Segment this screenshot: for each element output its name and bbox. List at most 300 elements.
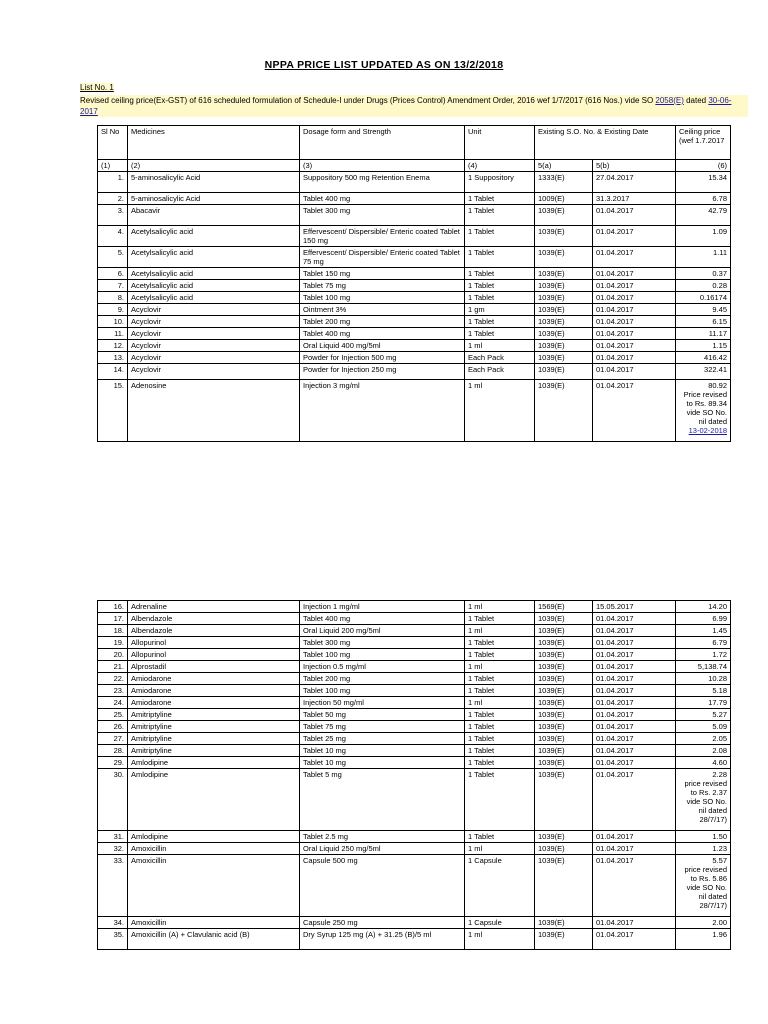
unit-cell-text: 1 Tablet xyxy=(468,614,495,623)
page-bottom-edge xyxy=(0,1019,768,1024)
unit-cell-text: 1 Tablet xyxy=(468,194,495,203)
unit-cell xyxy=(465,843,535,855)
ceiling-price-cell-text: 9.45 xyxy=(712,305,727,314)
so-date-cell-text: 01.04.2017 xyxy=(596,734,634,743)
so-date-cell-text: 01.04.2017 xyxy=(596,329,634,338)
dosage-cell xyxy=(300,697,465,709)
dosage-cell xyxy=(300,917,465,929)
subheader-row xyxy=(98,160,731,172)
so-number-cell-text: 1039(E) xyxy=(538,365,565,374)
sl-no-cell xyxy=(98,709,128,721)
sl-no-cell-text: 15. xyxy=(113,381,124,390)
so-date-cell-text: 01.04.2017 xyxy=(596,365,634,374)
so-number-cell-text: 1039(E) xyxy=(538,227,565,236)
so-date-cell-text: 01.04.2017 xyxy=(596,832,634,841)
so-number-cell-text: 1039(E) xyxy=(538,341,565,350)
sl-no-cell-text: 3. xyxy=(117,206,124,215)
table-row xyxy=(98,316,731,328)
dosage-cell-text: Dry Syrup 125 mg (A) + 31.25 (B)/5 ml xyxy=(303,930,432,939)
unit-cell xyxy=(465,172,535,193)
unit-cell xyxy=(465,328,535,340)
dosage-cell xyxy=(300,685,465,697)
unit-cell xyxy=(465,292,535,304)
dosage-cell xyxy=(300,340,465,352)
unit-cell-text: 1 ml xyxy=(468,626,483,635)
ceiling-price-cell-text: 416.42 xyxy=(704,353,727,362)
table-row xyxy=(98,193,731,205)
dosage-cell-text: Tablet 25 mg xyxy=(303,734,346,743)
so-number-cell-text: 1039(E) xyxy=(538,248,565,257)
dosage-cell-text: Injection 1 mg/ml xyxy=(303,602,360,611)
medicine-cell-text: Acyclovir xyxy=(131,305,162,314)
dosage-cell xyxy=(300,292,465,304)
ceiling-price-cell-text: 2.05 xyxy=(712,734,727,743)
ceiling-price-cell xyxy=(676,205,731,226)
sl-no-cell-text: 4. xyxy=(117,227,124,236)
sl-no-cell xyxy=(98,193,128,205)
so-date-cell xyxy=(593,304,676,316)
medicine-cell xyxy=(128,769,300,831)
so-number-cell xyxy=(535,268,593,280)
table-row xyxy=(98,364,731,380)
dosage-cell xyxy=(300,352,465,364)
medicine-cell xyxy=(128,697,300,709)
medicine-cell xyxy=(128,843,300,855)
dosage-cell-text: Tablet 200 mg xyxy=(303,674,351,683)
so-date-cell xyxy=(593,917,676,929)
ceiling-price-cell xyxy=(676,340,731,352)
so-date-cell-text: 01.04.2017 xyxy=(596,844,634,853)
sl-no-cell xyxy=(98,661,128,673)
subheader-c6: (6) xyxy=(676,160,731,172)
ceiling-price-cell-text: 1.09 xyxy=(712,227,727,236)
dosage-cell-text: Tablet 400 mg xyxy=(303,329,351,338)
medicine-cell-text: Allopurinol xyxy=(131,650,167,659)
so-number-cell xyxy=(535,316,593,328)
medicine-cell-text: Acyclovir xyxy=(131,341,162,350)
subheader-c3: (3) xyxy=(300,160,465,172)
unit-cell xyxy=(465,601,535,613)
price-table-page-2 xyxy=(97,600,731,950)
dosage-cell xyxy=(300,757,465,769)
unit-cell xyxy=(465,226,535,247)
ceiling-price-cell-text: 10.28 xyxy=(708,674,727,683)
table-row xyxy=(98,172,731,193)
dosage-cell xyxy=(300,380,465,442)
so-date-cell xyxy=(593,364,676,380)
sl-no-cell-text: 11. xyxy=(114,329,124,338)
sl-no-cell-text: 35. xyxy=(113,930,124,939)
unit-cell-text: Each Pack xyxy=(468,365,504,374)
dosage-cell-text: Tablet 10 mg xyxy=(303,746,346,755)
dosage-cell xyxy=(300,637,465,649)
sl-no-cell-text: 26. xyxy=(113,722,124,731)
medicine-cell xyxy=(128,855,300,917)
unit-cell-text: 1 ml xyxy=(468,930,483,939)
dosage-cell xyxy=(300,205,465,226)
ceiling-price-cell-text: 2.08 xyxy=(712,746,727,755)
unit-cell-text: 1 Tablet xyxy=(468,206,495,215)
ceiling-price-cell xyxy=(676,193,731,205)
table-row xyxy=(98,613,731,625)
so-number-cell-text: 1039(E) xyxy=(538,698,565,707)
ceiling-price-cell-text: 80.92 xyxy=(708,381,727,390)
ceiling-price-cell-text: 0.16174 xyxy=(699,293,727,302)
table-row xyxy=(98,757,731,769)
date-link[interactable]: 30-06-2017 xyxy=(80,96,732,116)
table-row xyxy=(98,709,731,721)
sl-no-cell xyxy=(98,316,128,328)
header-sl-no: Sl No xyxy=(98,126,128,160)
sl-no-cell-text: 2. xyxy=(117,194,124,203)
sl-no-cell-text: 9. xyxy=(117,305,124,314)
medicine-cell-text: Acyclovir xyxy=(131,365,162,374)
so-date-cell-text: 01.04.2017 xyxy=(596,918,634,927)
unit-cell xyxy=(465,831,535,843)
so-date-cell xyxy=(593,625,676,637)
sl-no-cell xyxy=(98,172,128,193)
header-unit: Unit xyxy=(465,126,535,160)
medicine-cell xyxy=(128,268,300,280)
sl-no-cell xyxy=(98,380,128,442)
sl-no-cell-text: 14. xyxy=(113,365,124,374)
unit-cell xyxy=(465,745,535,757)
so-date-cell xyxy=(593,292,676,304)
so-date-cell-text: 31.3.2017 xyxy=(596,194,630,203)
header-ceiling: Ceiling price (wef 1.7.2017 xyxy=(676,126,731,160)
so-number-cell xyxy=(535,697,593,709)
ceiling-price-cell xyxy=(676,709,731,721)
sl-no-cell-text: 28. xyxy=(113,746,124,755)
ceiling-price-cell xyxy=(676,172,731,193)
table-row xyxy=(98,247,731,268)
medicine-cell-text: Amiodarone xyxy=(131,686,172,695)
unit-cell-text: 1 Tablet xyxy=(468,269,495,278)
unit-cell-text: 1 Tablet xyxy=(468,248,495,257)
unit-cell xyxy=(465,721,535,733)
sl-no-cell xyxy=(98,697,128,709)
sl-no-cell-text: 23. xyxy=(113,686,124,695)
sl-no-cell-text: 17. xyxy=(113,614,124,623)
unit-cell xyxy=(465,364,535,380)
dosage-cell-text: Tablet 300 mg xyxy=(303,638,351,647)
so-date-cell-text: 01.04.2017 xyxy=(596,930,634,939)
dosage-cell xyxy=(300,280,465,292)
dosage-cell-text: Oral Liquid 250 mg/5ml xyxy=(303,844,381,853)
ceiling-price-cell xyxy=(676,601,731,613)
table-row xyxy=(98,328,731,340)
medicine-cell xyxy=(128,929,300,950)
table-row xyxy=(98,855,731,917)
sl-no-cell xyxy=(98,721,128,733)
so-number-cell xyxy=(535,843,593,855)
dosage-cell xyxy=(300,364,465,380)
ceiling-price-cell-text: 15.34 xyxy=(708,173,727,182)
so-date-cell xyxy=(593,661,676,673)
table-row xyxy=(98,352,731,364)
table-row xyxy=(98,649,731,661)
so-date-cell xyxy=(593,649,676,661)
table-row xyxy=(98,929,731,950)
table-row xyxy=(98,673,731,685)
dosage-cell-text: Tablet 75 mg xyxy=(303,722,346,731)
so-number-cell-text: 1039(E) xyxy=(538,305,565,314)
sl-no-cell xyxy=(98,613,128,625)
ceiling-price-cell xyxy=(676,733,731,745)
dosage-cell xyxy=(300,855,465,917)
sl-no-cell-text: 16. xyxy=(113,602,124,611)
so-date-cell-text: 01.04.2017 xyxy=(596,674,634,683)
price-revision-note: Price revised to Rs. 89.34 vide SO No. nil dated xyxy=(683,390,727,426)
so-date-cell xyxy=(593,685,676,697)
dosage-cell-text: Effervescent/ Dispersible/ Enteric coated Tablet 75 mg xyxy=(303,248,460,266)
sl-no-cell xyxy=(98,673,128,685)
so-number-cell-text: 1039(E) xyxy=(538,710,565,719)
so-date-cell-text: 01.04.2017 xyxy=(596,710,634,719)
unit-cell xyxy=(465,205,535,226)
sl-no-cell-text: 7. xyxy=(117,281,124,290)
ceiling-price-cell-text: 17.79 xyxy=(708,698,727,707)
medicine-cell xyxy=(128,280,300,292)
so-date-cell-text: 01.04.2017 xyxy=(596,662,634,671)
dated-text: dated xyxy=(683,96,709,105)
so-date-cell-text: 01.04.2017 xyxy=(596,856,634,865)
medicine-cell xyxy=(128,745,300,757)
table-row xyxy=(98,205,731,226)
so-number-cell-text: 1039(E) xyxy=(538,650,565,659)
so-number-cell xyxy=(535,745,593,757)
medicine-cell-text: Acetylsalicylic acid xyxy=(131,281,194,290)
sl-no-cell xyxy=(98,831,128,843)
ceiling-price-cell-text: 1.50 xyxy=(712,832,727,841)
so-number-cell-text: 1039(E) xyxy=(538,770,565,779)
ceiling-price-cell xyxy=(676,649,731,661)
so-number-cell xyxy=(535,226,593,247)
dosage-cell-text: Tablet 200 mg xyxy=(303,317,351,326)
medicine-cell-text: Amlodipine xyxy=(131,758,169,767)
so-number-cell xyxy=(535,831,593,843)
so-date-cell xyxy=(593,226,676,247)
medicine-cell xyxy=(128,733,300,745)
sl-no-cell-text: 20. xyxy=(113,650,124,659)
dosage-cell-text: Tablet 75 mg xyxy=(303,281,346,290)
table-row xyxy=(98,685,731,697)
so-number-cell-text: 1039(E) xyxy=(538,758,565,767)
so-date-cell xyxy=(593,316,676,328)
medicine-cell xyxy=(128,316,300,328)
dosage-cell-text: Injection 3 mg/ml xyxy=(303,381,360,390)
medicine-cell xyxy=(128,601,300,613)
unit-cell xyxy=(465,757,535,769)
dosage-cell-text: Tablet 100 mg xyxy=(303,293,351,302)
unit-cell-text: 1 Tablet xyxy=(468,293,495,302)
table-row xyxy=(98,380,731,442)
ceiling-price-cell-text: 11.17 xyxy=(708,329,727,338)
ceiling-price-cell-text: 2.00 xyxy=(712,918,727,927)
unit-cell-text: 1 ml xyxy=(468,662,483,671)
so-number-cell-text: 1569(E) xyxy=(538,602,565,611)
so-number-cell-text: 1009(E) xyxy=(538,194,565,203)
medicine-cell-text: Amiodarone xyxy=(131,674,172,683)
medicine-cell-text: Amoxicillin xyxy=(131,918,167,927)
dosage-cell xyxy=(300,625,465,637)
unit-cell-text: 1 ml xyxy=(468,602,483,611)
medicine-cell-text: Alprostadil xyxy=(131,662,167,671)
unit-cell xyxy=(465,661,535,673)
ceiling-price-cell-text: 5.18 xyxy=(712,686,727,695)
so-number-cell xyxy=(535,661,593,673)
so-number-cell xyxy=(535,193,593,205)
subheader-c2: (2) xyxy=(128,160,300,172)
sl-no-cell xyxy=(98,292,128,304)
ceiling-price-cell xyxy=(676,661,731,673)
medicine-cell xyxy=(128,831,300,843)
dosage-cell-text: Tablet 100 mg xyxy=(303,650,351,659)
so-link[interactable]: 2058(E) xyxy=(655,96,684,105)
ceiling-price-cell xyxy=(676,613,731,625)
sl-no-cell xyxy=(98,328,128,340)
so-number-cell xyxy=(535,380,593,442)
so-number-cell-text: 1039(E) xyxy=(538,626,565,635)
so-date-cell xyxy=(593,855,676,917)
table-row xyxy=(98,292,731,304)
sl-no-cell-text: 25. xyxy=(113,710,124,719)
so-date-cell-text: 01.04.2017 xyxy=(596,269,634,278)
so-date-cell-text: 01.04.2017 xyxy=(596,381,634,390)
unit-cell xyxy=(465,193,535,205)
dosage-cell xyxy=(300,721,465,733)
medicine-cell-text: Amiodarone xyxy=(131,698,172,707)
ceiling-price-cell xyxy=(676,625,731,637)
medicine-cell-text: Acetylsalicylic acid xyxy=(131,293,194,302)
so-number-cell-text: 1039(E) xyxy=(538,918,565,927)
dosage-cell xyxy=(300,304,465,316)
ceiling-price-cell-text: 42.79 xyxy=(708,206,727,215)
so-number-cell-text: 1039(E) xyxy=(538,930,565,939)
ceiling-price-cell-text: 5.57 xyxy=(712,856,727,865)
dosage-cell xyxy=(300,613,465,625)
so-number-cell xyxy=(535,613,593,625)
ceiling-price-cell xyxy=(676,226,731,247)
dosage-cell-text: Tablet 300 mg xyxy=(303,206,351,215)
ceiling-price-cell xyxy=(676,745,731,757)
dosage-cell xyxy=(300,328,465,340)
so-number-cell-text: 1039(E) xyxy=(538,844,565,853)
ceiling-price-cell xyxy=(676,721,731,733)
dosage-cell xyxy=(300,673,465,685)
medicine-cell xyxy=(128,193,300,205)
price-revision-note: price revised to Rs. 2.37 vide SO No. nil dated 28/7/17) xyxy=(684,779,727,824)
sl-no-cell-text: 30. xyxy=(113,770,124,779)
subheader-c5b: 5(b) xyxy=(593,160,676,172)
sl-no-cell-text: 19. xyxy=(113,638,124,647)
medicine-cell-text: 5-aminosalicylic Acid xyxy=(131,173,201,182)
dosage-cell xyxy=(300,247,465,268)
unit-cell xyxy=(465,280,535,292)
ceiling-price-cell-text: 1.96 xyxy=(712,930,727,939)
dosage-cell-text: Tablet 2.5 mg xyxy=(303,832,349,841)
so-date-cell xyxy=(593,613,676,625)
dosage-cell-text: Effervescent/ Dispersible/ Enteric coated Tablet 150 mg xyxy=(303,227,460,245)
ceiling-price-cell-text: 1.72 xyxy=(712,650,727,659)
table-row xyxy=(98,661,731,673)
unit-cell xyxy=(465,268,535,280)
so-date-cell xyxy=(593,340,676,352)
sl-no-cell xyxy=(98,352,128,364)
sl-no-cell-text: 29. xyxy=(113,758,124,767)
medicine-cell-text: Albendazole xyxy=(131,614,173,623)
dosage-cell-text: Oral Liquid 200 mg/5ml xyxy=(303,626,381,635)
dosage-cell-text: Ointment 3% xyxy=(303,305,347,314)
unit-cell-text: 1 ml xyxy=(468,381,483,390)
so-date-cell-text: 01.04.2017 xyxy=(596,686,634,695)
medicine-cell-text: Acyclovir xyxy=(131,329,162,338)
ceiling-price-cell xyxy=(676,855,731,917)
sl-no-cell xyxy=(98,757,128,769)
unit-cell-text: 1 ml xyxy=(468,698,483,707)
so-date-cell xyxy=(593,172,676,193)
sl-no-cell-text: 21. xyxy=(113,662,124,671)
dosage-cell xyxy=(300,733,465,745)
revision-date-link[interactable]: 13-02-2018 xyxy=(688,426,727,435)
ceiling-price-cell xyxy=(676,831,731,843)
so-number-cell xyxy=(535,721,593,733)
ceiling-price-cell xyxy=(676,352,731,364)
sl-no-cell xyxy=(98,843,128,855)
dosage-cell xyxy=(300,193,465,205)
description-text: Revised ceiling price(Ex-GST) of 616 scheduled formulation of Schedule-I under Drugs (Prices Control) Amendment Order, 2016 wef 1/7/2017 (616 Nos.) vide SO xyxy=(80,96,656,105)
medicine-cell-text: Amitriptyline xyxy=(131,734,172,743)
table-row xyxy=(98,625,731,637)
header-medicines: Medicines xyxy=(128,126,300,160)
ceiling-price-cell xyxy=(676,247,731,268)
table-row xyxy=(98,226,731,247)
sl-no-cell-text: 33. xyxy=(113,856,124,865)
ceiling-price-cell-text: 4.60 xyxy=(712,758,727,767)
ceiling-price-cell-text: 1.15 xyxy=(712,341,727,350)
so-date-cell xyxy=(593,769,676,831)
sl-no-cell-text: 8. xyxy=(117,293,124,302)
so-number-cell xyxy=(535,685,593,697)
so-number-cell xyxy=(535,601,593,613)
table-row xyxy=(98,304,731,316)
medicine-cell-text: Amoxicillin (A) + Clavulanic acid (B) xyxy=(131,930,250,939)
sl-no-cell xyxy=(98,637,128,649)
medicine-cell xyxy=(128,637,300,649)
dosage-cell-text: Tablet 50 mg xyxy=(303,710,346,719)
medicine-cell xyxy=(128,364,300,380)
table-row xyxy=(98,745,731,757)
ceiling-price-cell xyxy=(676,280,731,292)
dosage-cell xyxy=(300,745,465,757)
so-number-cell xyxy=(535,280,593,292)
ceiling-price-cell-text: 6.15 xyxy=(712,317,727,326)
dosage-cell-text: Injection 0.5 mg/ml xyxy=(303,662,366,671)
unit-cell xyxy=(465,340,535,352)
ceiling-price-cell-text: 6.78 xyxy=(712,194,727,203)
sl-no-cell xyxy=(98,304,128,316)
unit-cell-text: 1 Tablet xyxy=(468,329,495,338)
ceiling-price-cell xyxy=(676,380,731,442)
unit-cell-text: 1 Tablet xyxy=(468,770,495,779)
unit-cell-text: 1 Tablet xyxy=(468,317,495,326)
so-date-cell xyxy=(593,721,676,733)
ceiling-price-cell-text: 5.27 xyxy=(712,710,727,719)
dosage-cell-text: Oral Liquid 400 mg/5ml xyxy=(303,341,381,350)
medicine-cell-text: Amitriptyline xyxy=(131,722,172,731)
medicine-cell xyxy=(128,685,300,697)
ceiling-price-cell xyxy=(676,929,731,950)
